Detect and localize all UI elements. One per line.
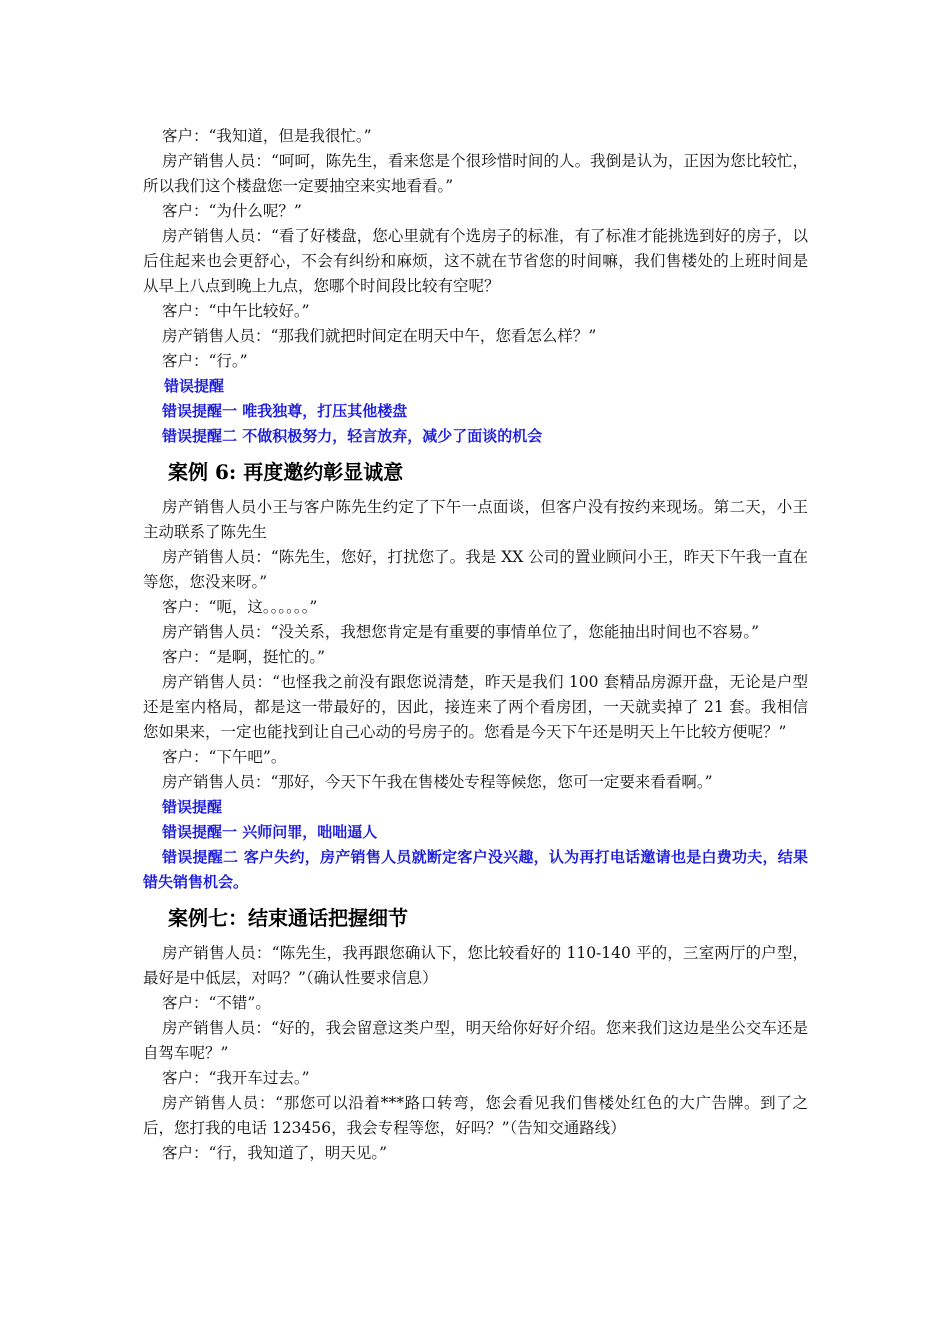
error-reminder-title: 错误提醒	[164, 377, 225, 395]
document-page	[143, 124, 808, 1166]
paragraph: 房产销售人员小王与客户陈先生约定了下午一点面谈，但客户没有按约来现场。第二天，小王主动联系了陈先生	[143, 498, 808, 541]
error-reminder-title: 错误提醒	[162, 798, 223, 816]
paragraph: 客户：“是啊，挺忙的。”	[162, 648, 326, 666]
paragraph: 房产销售人员：“陈先生，我再跟您确认下，您比较看好的 110-140 平的，三室两厅的户型，最好是中低层，对吗？”（确认性要求信息）	[143, 944, 808, 987]
paragraph: 客户：“行。”	[162, 352, 248, 370]
error-reminder-item: 错误提醒一 兴师问罪，咄咄逼人	[162, 823, 378, 841]
paragraph: 客户：“呃，这。。。。。。”	[162, 598, 318, 616]
error-reminder-item: 错误提醒二 客户失约，房产销售人员就断定客户没兴趣，认为再打电话邀请也是白费功夫，结果错失销售机会。	[143, 848, 808, 891]
paragraph: 房产销售人员：“也怪我之前没有跟您说清楚，昨天是我们 100 套精品房源开盘，无论是户型还是室内格局，都是这一带最好的，因此，接连来了两个看房团，一天就卖掉了 21 套。我相信您如果来，一定也能找到让自己心动的号房子的。您看是今天下午还是明天上午比较方便呢？”	[143, 673, 808, 741]
paragraph: 客户：“我知道，但是我很忙。”	[162, 127, 372, 145]
paragraph: 房产销售人员：“好的，我会留意这类户型，明天给你好好介绍。您来我们这边是坐公交车还是自驾车呢？”	[143, 1019, 808, 1062]
paragraph: 客户：“中午比较好。”	[162, 302, 310, 320]
case-heading: 案例 6: 再度邀约彰显诚意	[168, 460, 404, 484]
case-heading: 案例七：结束通话把握细节	[168, 906, 408, 930]
paragraph: 房产销售人员：“那好，今天下午我在售楼处专程等候您，您可一定要来看看啊。”	[162, 773, 713, 791]
paragraph: 房产销售人员：“看了好楼盘，您心里就有个选房子的标准，有了标准才能挑选到好的房子，以后住起来也会更舒心，不会有纠纷和麻烦，这不就在节省您的时间嘛，我们售楼处的上班时间是从早上八点到晚上九点，您哪个时间段比较有空呢？	[143, 227, 808, 295]
paragraph: 客户：“不错”。	[162, 994, 271, 1012]
paragraph: 房产销售人员：“那我们就把时间定在明天中午，您看怎么样？”	[162, 327, 597, 345]
paragraph: 房产销售人员：“呵呵，陈先生，看来您是个很珍惜时间的人。我倒是认为，正因为您比较忙，所以我们这个楼盘您一定要抽空来实地看看。”	[143, 152, 808, 195]
paragraph: 客户：“我开车过去。”	[162, 1069, 310, 1087]
paragraph: 客户：“下午吧”。	[162, 748, 287, 766]
error-reminder-item: 错误提醒二 不做积极努力，轻言放弃，减少了面谈的机会	[162, 427, 543, 445]
paragraph: 房产销售人员：“没关系，我想您肯定是有重要的事情单位了，您能抽出时间也不容易。”	[162, 623, 760, 641]
paragraph: 客户：“为什么呢？”	[162, 202, 302, 220]
error-reminder-item: 错误提醒一 唯我独尊，打压其他楼盘	[162, 402, 408, 420]
paragraph: 房产销售人员：“那您可以沿着***路口转弯，您会看见我们售楼处红色的大广告牌。到了之后，您打我的电话 123456，我会专程等您，好吗？”（告知交通路线）	[143, 1094, 808, 1137]
paragraph: 房产销售人员：“陈先生，您好，打扰您了。我是 XX 公司的置业顾问小王，昨天下午我一直在等您，您没来呀。”	[143, 548, 808, 591]
paragraph: 客户：“行，我知道了，明天见。”	[162, 1144, 388, 1162]
